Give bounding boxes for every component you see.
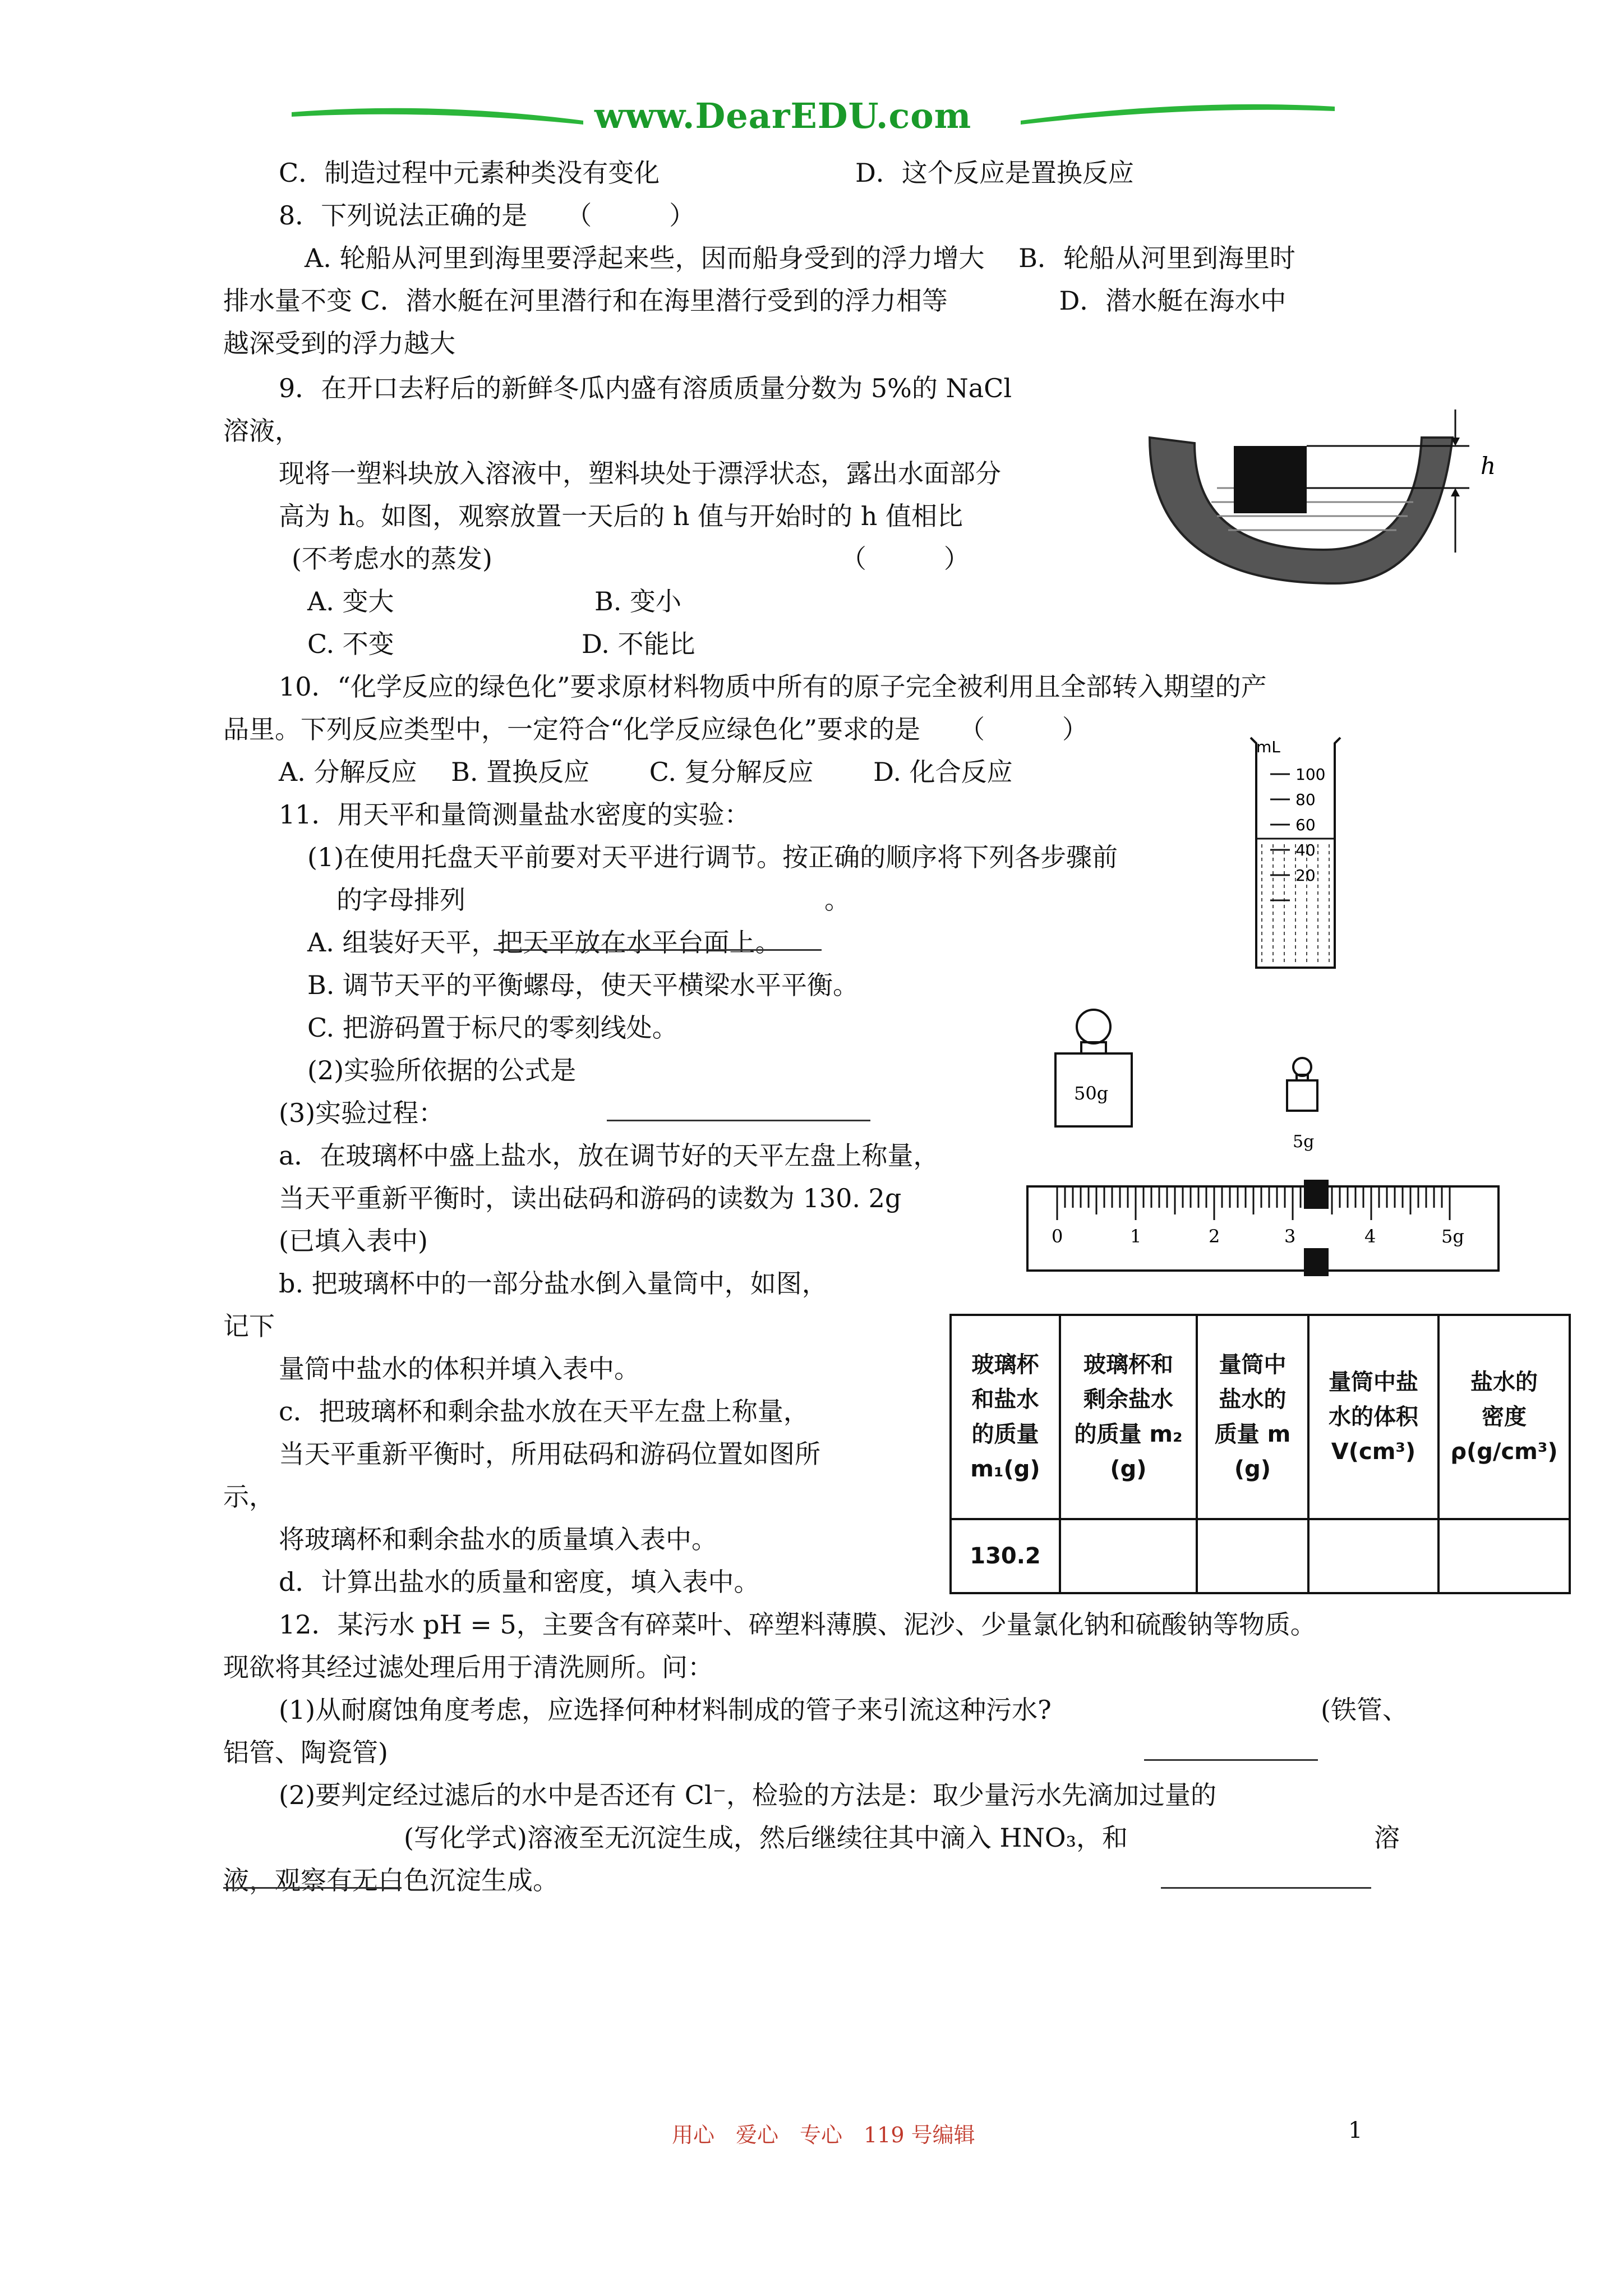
- footer-note: 用心 爱心 专心 119 号编辑: [672, 2123, 975, 2147]
- text-line: 当天平重新平衡时，所用砝码和游码位置如图所: [279, 1439, 820, 1469]
- cylinder-tick-100: 100: [1295, 765, 1326, 784]
- answer-blank-reagent[interactable]: [223, 1862, 402, 1889]
- cell-m1: 130.2: [951, 1519, 1060, 1593]
- text-line: 11．用天平和量筒测量盐水密度的实验：: [279, 799, 750, 830]
- text-line: A. 轮船从河里到海里要浮起来些，因而船身受到的浮力增大 B．轮船从河里到海里时: [305, 243, 1295, 273]
- text-line: 记下: [223, 1311, 275, 1341]
- header-m2: 玻璃杯和 剩余盐水 的质量 m₂ (g): [1060, 1315, 1197, 1519]
- text-line: C．制造过程中元素种类没有变化: [279, 158, 660, 188]
- measurement-table: [949, 1314, 1571, 1594]
- text-line: D．这个反应是置换反应: [855, 158, 1134, 188]
- text-line: (1)从耐腐蚀角度考虑，应选择何种材料制成的管子来引流这种污水?: [279, 1695, 1052, 1725]
- text-line: 将玻璃杯和剩余盐水的质量填入表中。: [279, 1524, 717, 1554]
- text-line: a．在玻璃杯中盛上盐水，放在调节好的天平左盘上称量，: [279, 1140, 939, 1171]
- answer-blank-solution[interactable]: [1161, 1862, 1371, 1889]
- weights-figure: [1054, 999, 1346, 1161]
- text-line: B. 变小: [594, 586, 682, 616]
- header-m1: 玻璃杯 和盐水 的质量 m₁(g): [951, 1315, 1060, 1519]
- text-line: 9．在开口去籽后的新鲜冬瓜内盛有溶质质量分数为 5%的 NaCl: [279, 373, 1012, 403]
- text-line: 。: [824, 885, 850, 915]
- text-line: (铁管、: [1321, 1695, 1408, 1725]
- cylinder-tick-60: 60: [1295, 816, 1316, 834]
- cylinder-unit: mL: [1256, 738, 1280, 756]
- ruler-label-0: 0: [1052, 1226, 1063, 1247]
- text-line: C. 把游码置于标尺的零刻线处。: [307, 1013, 678, 1043]
- cell-m2[interactable]: [1060, 1519, 1197, 1593]
- text-line: A. 组装好天平，把天平放在水平台面上。: [307, 927, 781, 958]
- cell-m[interactable]: [1197, 1519, 1308, 1593]
- text-line: 量筒中盐水的体积并填入表中。: [279, 1354, 640, 1384]
- cylinder-tick-20: 20: [1295, 866, 1316, 885]
- page-number: 1: [1348, 2118, 1363, 2143]
- text-line: 溶液，: [223, 416, 301, 446]
- text-line: 的字母排列: [336, 885, 465, 915]
- text-line: 现欲将其经过滤处理后用于清洗厕所。问：: [223, 1652, 713, 1682]
- text-line: B. 调节天平的平衡螺母，使天平横梁水平平衡。: [307, 970, 859, 1000]
- ruler-label-5: 5g: [1441, 1226, 1464, 1247]
- header-density: 盐水的 密度 ρ(g/cm³): [1438, 1315, 1570, 1519]
- answer-blank-formula[interactable]: [607, 1095, 870, 1121]
- header-m: 量筒中 盐水的 质量 m (g): [1197, 1315, 1308, 1519]
- text-line: 排水量不变 C．潜水艇在河里潜行和在海里潜行受到的浮力相等 D．潜水艇在海水中: [223, 286, 1287, 316]
- answer-blank-order[interactable]: [494, 924, 822, 951]
- text-line: 品里。下列反应类型中，一定符合“化学反应绿色化”要求的是 （ ）: [223, 714, 1089, 744]
- text-line: 高为 h。如图，观察放置一天后的 h 值与开始时的 h 值相比: [279, 501, 963, 531]
- text-line: 现将一塑料块放入溶液中，塑料块处于漂浮状态，露出水面部分: [279, 458, 1001, 489]
- text-line: (写化学式)溶液至无沉淀生成，然后继续往其中滴入 HNO₃，和: [404, 1823, 1128, 1853]
- h-label: h: [1481, 452, 1496, 480]
- text-line: b. 把玻璃杯中的一部分盐水倒入量筒中，如图，: [279, 1268, 828, 1299]
- text-line: (2)实验所依据的公式是: [307, 1055, 577, 1085]
- ruler-figure: [1026, 1170, 1509, 1276]
- header-volume: 量筒中盐 水的体积 V(cm³): [1308, 1315, 1438, 1519]
- cylinder-tick-40: 40: [1295, 841, 1316, 859]
- text-line: 越深受到的浮力越大: [223, 328, 455, 358]
- answer-blank-pipe[interactable]: [1144, 1734, 1318, 1761]
- text-line: c．把玻璃杯和剩余盐水放在天平左盘上称量，: [279, 1396, 809, 1427]
- text-line: (3)实验过程：: [279, 1098, 445, 1128]
- ruler-label-4: 4: [1364, 1226, 1376, 1247]
- text-line: D. 不能比: [582, 629, 695, 659]
- text-line: 当天平重新平衡时，读出砝码和游码的读数为 130. 2g: [279, 1183, 902, 1213]
- text-line: A. 变大: [307, 586, 394, 616]
- text-line: C. 不变: [307, 629, 394, 659]
- text-line: 液，观察有无白色沉淀生成。: [223, 1865, 559, 1895]
- ruler-label-1: 1: [1130, 1226, 1142, 1247]
- text-line: 12．某污水 pH = 5，主要含有碎菜叶、碎塑料薄膜、泥沙、少量氯化钠和硫酸钠等物质。: [279, 1609, 1316, 1640]
- cell-volume[interactable]: [1308, 1519, 1438, 1593]
- site-title: www.DearEDU.com: [594, 95, 972, 136]
- cell-density[interactable]: [1438, 1519, 1570, 1593]
- weight-5g-label: 5g: [1293, 1132, 1315, 1152]
- cylinder-figure: [1239, 732, 1385, 973]
- text-line: (已填入表中): [279, 1226, 428, 1256]
- weight-50g-label: 50g: [1074, 1083, 1109, 1104]
- text-line: (1)在使用托盘天平前要对天平进行调节。按正确的顺序将下列各步骤前: [307, 842, 1118, 872]
- ruler-label-3: 3: [1284, 1226, 1296, 1247]
- table-row: [951, 1519, 1570, 1593]
- text-line: d．计算出盐水的质量和密度，填入表中。: [279, 1567, 760, 1597]
- text-line: 10．“化学反应的绿色化”要求原材料物质中所有的原子完全被利用且全部转入期望的产: [279, 671, 1267, 702]
- text-line: (不考虑水的蒸发) （ ）: [292, 544, 970, 574]
- text-line: 溶: [1374, 1823, 1400, 1853]
- melon-figure: [1133, 404, 1537, 589]
- cylinder-tick-80: 80: [1295, 790, 1316, 809]
- text-line: 8．下列说法正确的是 （ ）: [279, 200, 695, 231]
- text-line: (2)要判定经过滤后的水中是否还有 Cl⁻，检验的方法是：取少量污水先滴加过量的: [279, 1780, 1216, 1810]
- text-line: 示，: [223, 1481, 275, 1512]
- text-line: 铝管、陶瓷管): [223, 1737, 388, 1768]
- table-header-row: [951, 1315, 1570, 1519]
- text-line: A. 分解反应 B. 置换反应 C. 复分解反应 D. 化合反应: [279, 757, 1013, 787]
- ruler-label-2: 2: [1209, 1226, 1220, 1247]
